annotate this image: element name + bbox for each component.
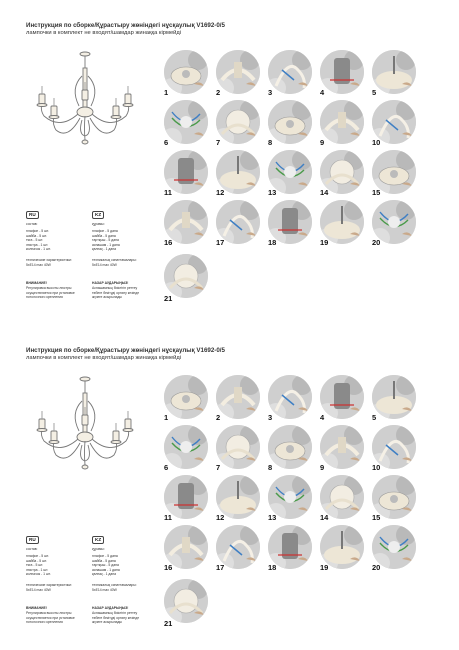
step-number: 8 [268, 463, 273, 472]
ru-component-item: люстра - 1 шт. [26, 567, 49, 572]
kz-component-item: қалпақ - 1 дана [92, 247, 117, 252]
step-number: 19 [320, 563, 329, 572]
ru-component-item: тяга - 5 шт. [26, 563, 44, 568]
step-number: 1 [164, 413, 169, 422]
ru-component-item: шайба - 5 шт. [26, 233, 47, 238]
ru-component-item: люстра - 1 шт. [26, 242, 49, 247]
ru-component-item: плафон - 5 шт. [26, 229, 49, 233]
step-number: 10 [372, 138, 381, 147]
step-photo [320, 375, 364, 419]
step-number: 5 [372, 88, 377, 97]
lower-instruction-sheet [0, 325, 459, 650]
kz-warning-line: төбеге бекітуді орнату кезінде [92, 615, 140, 620]
step-number: 12 [216, 188, 225, 197]
ru-warning-line: осуществляется при установке [26, 290, 75, 295]
step-number: 2 [216, 413, 221, 422]
lang-badge-ru: RU [26, 211, 39, 219]
step-number: 14 [320, 188, 329, 197]
step-number: 3 [268, 413, 273, 422]
step-number: 3 [268, 88, 273, 97]
ru-tech-spec: технические характеристики: [26, 583, 72, 587]
ru-warning-line: Регулировка высоты люстры [26, 286, 72, 290]
step-photo [164, 375, 208, 419]
kz-warning-heading: НАЗАР АУДАРЫҢЫЗ! [92, 606, 129, 610]
sheet-title: Инструкция по сборке/Құрастыру жөніндегі нұсқаулық V1692-0/5 [26, 22, 225, 29]
ru-component-item: плафон - 5 шт. [26, 554, 49, 558]
step-number: 2 [216, 88, 221, 97]
step-number: 15 [372, 188, 381, 197]
step-photo [164, 254, 208, 298]
kz-warning-heading: НАЗАР АУДАРЫҢЫЗ! [92, 281, 129, 285]
step-photo [216, 375, 260, 419]
kz-component-item: шайба - 5 дана [92, 558, 116, 563]
step-photo [372, 375, 416, 419]
step-number: 13 [268, 513, 277, 522]
step-number: 4 [320, 88, 325, 97]
step-number: 21 [164, 619, 173, 628]
step-number: 21 [164, 294, 173, 303]
step-number: 20 [372, 238, 381, 247]
kz-component-item: тартқыш - 5 дана [92, 563, 119, 568]
kz-warning-line: жүзеге асырылады [92, 295, 122, 300]
kz-tech-spec: 5xE14 max 40W [92, 262, 117, 267]
ru-warning-line: потолочного крепления [26, 295, 63, 300]
ru-warning-heading: ВНИМАНИЕ! [26, 606, 47, 610]
chandelier-image [30, 375, 140, 505]
ru-component-item: колпачок - 1 шт. [26, 247, 51, 252]
step-number: 9 [320, 138, 325, 147]
ru-tech-spec: технические характеристики: [26, 258, 72, 262]
kz-warning-line: жүзеге асырылады [92, 620, 122, 625]
step-number: 17 [216, 563, 225, 572]
step-number: 8 [268, 138, 273, 147]
step-number: 18 [268, 563, 277, 572]
step-number: 16 [164, 563, 173, 572]
ru-tech-spec: 5xE14 max 40W [26, 262, 51, 267]
chandelier-illustration [30, 50, 140, 180]
step-photo [216, 50, 260, 94]
step-number: 12 [216, 513, 225, 522]
chandelier-image [30, 50, 140, 180]
step-number: 7 [216, 138, 221, 147]
step-photo [320, 50, 364, 94]
kz-component-item: тартқыш - 5 дана [92, 238, 119, 243]
step-number: 7 [216, 463, 221, 472]
step-photo [268, 425, 312, 469]
step-number: 10 [372, 463, 381, 472]
kz-tech-spec: техникалық сипаттамалары: [92, 258, 137, 262]
ru-composition-heading: состав: [26, 547, 38, 551]
kz-warning-line: Аспашамның биіктігін реттеу [92, 611, 138, 615]
lang-badge-ru: RU [26, 536, 39, 544]
step-number: 4 [320, 413, 325, 422]
step-number: 11 [164, 188, 172, 197]
ru-composition-heading: состав: [26, 222, 38, 226]
step-number: 5 [372, 413, 377, 422]
kz-component-item: аспашам - 1 дана [92, 242, 120, 247]
kz-composition-heading: құрамы: [92, 547, 105, 551]
step-number: 15 [372, 513, 381, 522]
step-photo [164, 100, 208, 144]
step-number: 14 [320, 513, 329, 522]
kz-warning-line: Аспашамның биіктігін реттеу [92, 286, 138, 290]
sheet-subtitle: лампочки в комплект не входят/шамдар жинаққа кірмейді [26, 355, 182, 361]
ru-tech-spec: 5xE14 max 40W [26, 587, 51, 592]
step-number: 1 [164, 88, 169, 97]
step-number: 9 [320, 463, 325, 472]
step-photo [216, 425, 260, 469]
step-number: 13 [268, 188, 277, 197]
ru-component-item: колпачок - 1 шт. [26, 572, 51, 577]
step-photo [216, 100, 260, 144]
step-photo [268, 100, 312, 144]
step-photo [320, 100, 364, 144]
step-number: 19 [320, 238, 329, 247]
kz-tech-spec: техникалық сипаттамалары: [92, 583, 137, 587]
step-number: 17 [216, 238, 225, 247]
step-number: 18 [268, 238, 277, 247]
sheet-subtitle: лампочки в комплект не входят/шамдар жинаққа кірмейді [26, 30, 182, 36]
step-number: 16 [164, 238, 173, 247]
step-photo [164, 50, 208, 94]
step-number: 6 [164, 463, 169, 472]
step-photo [320, 425, 364, 469]
lang-badge-kz: KZ [92, 211, 104, 219]
step-number: 11 [164, 513, 172, 522]
kz-component-item: шайба - 5 дана [92, 233, 116, 238]
kz-tech-spec: 5xE14 max 40W [92, 587, 117, 592]
step-photo [372, 50, 416, 94]
step-photo [268, 375, 312, 419]
chandelier-illustration [30, 375, 140, 505]
ru-warning-line: Регулировка высоты люстры [26, 611, 72, 615]
ru-warning-line: осуществляется при установке [26, 615, 75, 620]
kz-component-item: қалпақ - 1 дана [92, 572, 117, 577]
step-photo [268, 50, 312, 94]
sheet-title: Инструкция по сборке/Құрастыру жөніндегі нұсқаулық V1692-0/5 [26, 347, 225, 354]
step-number: 6 [164, 138, 169, 147]
ru-component-item: шайба - 5 шт. [26, 558, 47, 563]
kz-warning-line: төбеге бекітуді орнату кезінде [92, 290, 140, 295]
ru-warning-heading: ВНИМАНИЕ! [26, 281, 47, 285]
step-number: 20 [372, 563, 381, 572]
ru-component-item: тяга - 5 шт. [26, 238, 44, 243]
kz-component-item: плафон - 5 дана [92, 554, 118, 558]
kz-component-item: аспашам - 1 дана [92, 567, 120, 572]
step-photo [164, 425, 208, 469]
lang-badge-kz: KZ [92, 536, 104, 544]
kz-composition-heading: құрамы: [92, 222, 105, 226]
ru-warning-line: потолочного крепления [26, 620, 63, 625]
kz-component-item: плафон - 5 дана [92, 229, 118, 233]
step-photo [164, 579, 208, 623]
